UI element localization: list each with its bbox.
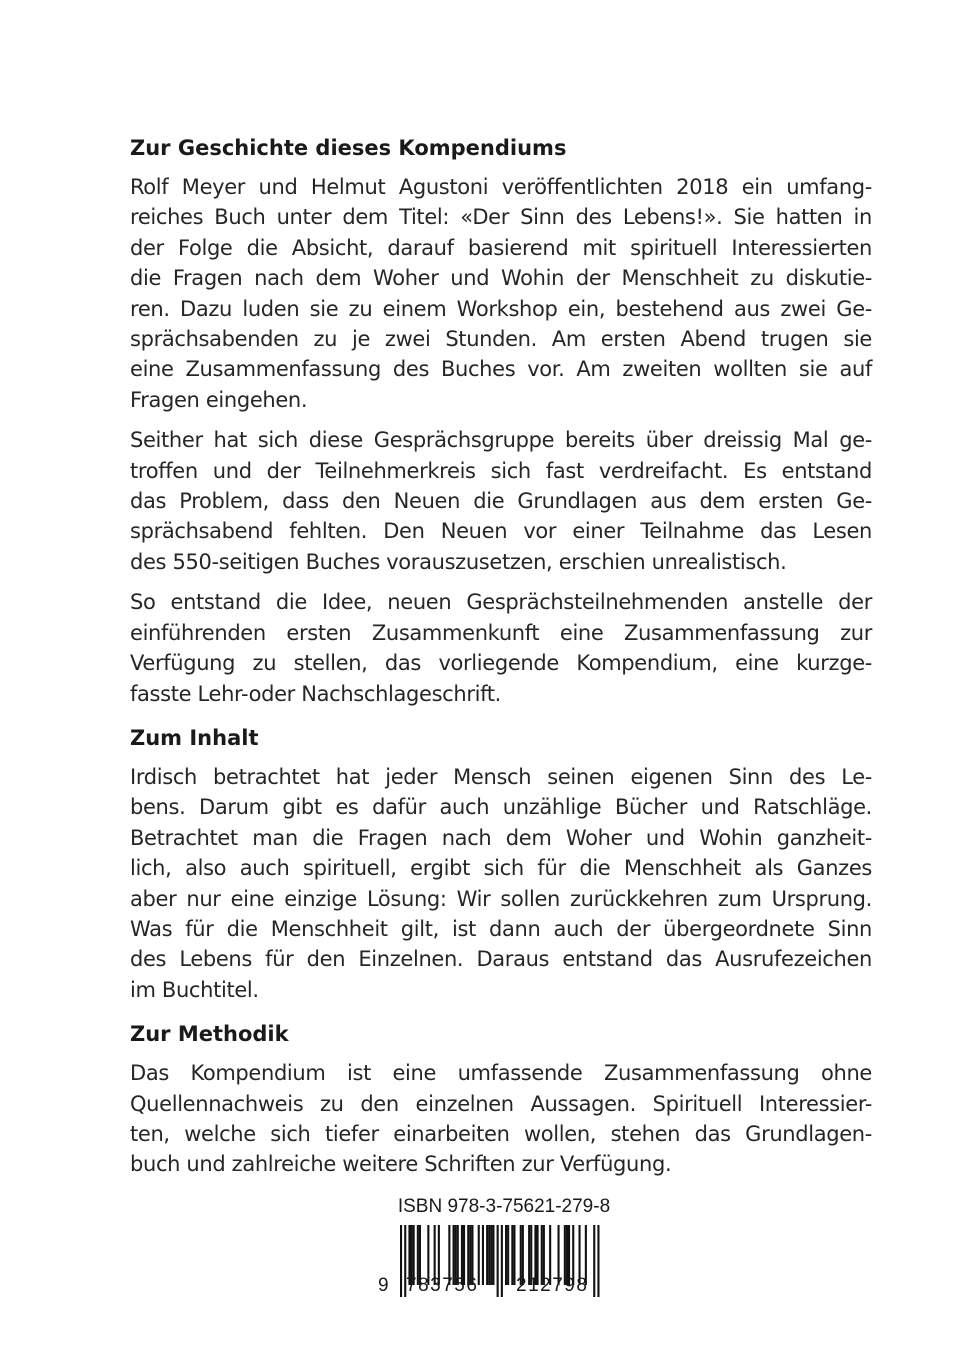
paragraph [130, 172, 872, 415]
paragraph [130, 762, 872, 1005]
section-body [130, 762, 872, 1005]
text-line: troffen und der Teilnehmerkreis sich fast verdreifacht. Es entstand [130, 458, 872, 483]
paragraph [130, 1058, 872, 1180]
text-line: aber nur eine einzige Lösung: Wir sollen zurückkehren zum Ursprung. [130, 886, 872, 911]
text-line: buch und zahlreiche weitere Schriften zur Verfügung. [130, 1152, 672, 1177]
text-line: einführenden ersten Zusammenkunft eine Zusammenfassung zur [130, 620, 872, 645]
back-cover-text [130, 133, 872, 1194]
text-line: Betrachtet man die Fragen nach dem Woher und Wohin ganzheit- [130, 825, 872, 850]
text-line: Rolf Meyer und Helmut Agustoni veröffentlichten 2018 ein umfang- [130, 175, 872, 199]
isbn-label: ISBN 978-3-75621-279-8 [397, 1196, 611, 1217]
text-line: fasste Lehr-oder Nachschlageschrift. [130, 681, 501, 706]
text-line: Fragen eingehen. [130, 387, 308, 412]
text-line: eine Zusammenfassung des Buches vor. Am zweiten wollten sie auf [130, 357, 872, 382]
text-line: lich, also auch spirituell, ergibt sich für die Menschheit als Ganzes [130, 856, 872, 881]
section-body [130, 172, 872, 709]
text-line: des 550-seitigen Buches vorauszusetzen, erschien unrealistisch. [130, 549, 787, 574]
text-line: reiches Buch unter dem Titel: «Der Sinn des Lebens!». Sie hatten in [130, 205, 872, 230]
paragraph [130, 587, 872, 709]
section-heading: Zur Geschichte dieses Kompendiums [130, 136, 567, 160]
barcode-digit-first: 9 [378, 1275, 389, 1296]
text-line: Seither hat sich diese Gesprächsgruppe bereits über dreissig Mal ge- [130, 428, 872, 453]
paragraph [130, 425, 872, 577]
section-heading: Zur Methodik [130, 1022, 289, 1047]
text-line: das Problem, dass den Neuen die Grundlagen aus dem ersten Ge- [130, 489, 872, 514]
text-line: Was für die Menschheit gilt, ist dann auch der übergeordnete Sinn [130, 916, 872, 941]
text-line: Irdisch betrachtet hat jeder Mensch seinen eigenen Sinn des Le- [130, 764, 872, 789]
barcode-digits [378, 1275, 624, 1299]
text-line: Verfügung zu stellen, das vorliegende Kompendium, eine kurzge- [130, 651, 872, 676]
text-line: So entstand die Idee, neuen Gesprächsteilnehmenden anstelle der [130, 590, 872, 615]
text-line: sprächsabend fehlten. Den Neuen vor einer Teilnahme das Lesen [130, 519, 872, 544]
text-line: der Folge die Absicht, darauf basierend mit spirituell Interessierten [130, 235, 872, 260]
text-line: im Buchtitel. [130, 977, 259, 1002]
text-line: sprächsabenden zu je zwei Stunden. Am ersten Abend trugen sie [130, 327, 872, 352]
text-line: ten, welche sich tiefer einarbeiten wollen, stehen das Grundlagen- [130, 1121, 872, 1146]
barcode-digits-right: 212798 [516, 1275, 589, 1296]
text-line: Das Kompendium ist eine umfassende Zusammenfassung ohne [130, 1061, 872, 1086]
text-line: Quellennachweis zu den einzelnen Aussagen. Spirituell Interessier- [130, 1091, 872, 1116]
text-line: die Fragen nach dem Woher und Wohin der Menschheit zu diskutie- [130, 266, 872, 291]
text-line: bens. Darum gibt es dafür auch unzählige Bücher und Ratschläge. [130, 795, 872, 820]
section-heading: Zum Inhalt [130, 725, 259, 750]
text-line: des Lebens für den Einzelnen. Daraus entstand das Ausrufezeichen [130, 947, 872, 972]
barcode-digits-left: 783756 [406, 1275, 479, 1296]
text-line: ren. Dazu luden sie zu einem Workshop ein, bestehend aus zwei Ge- [130, 296, 872, 321]
isbn-block [378, 1195, 624, 1296]
section-body [130, 1058, 872, 1180]
